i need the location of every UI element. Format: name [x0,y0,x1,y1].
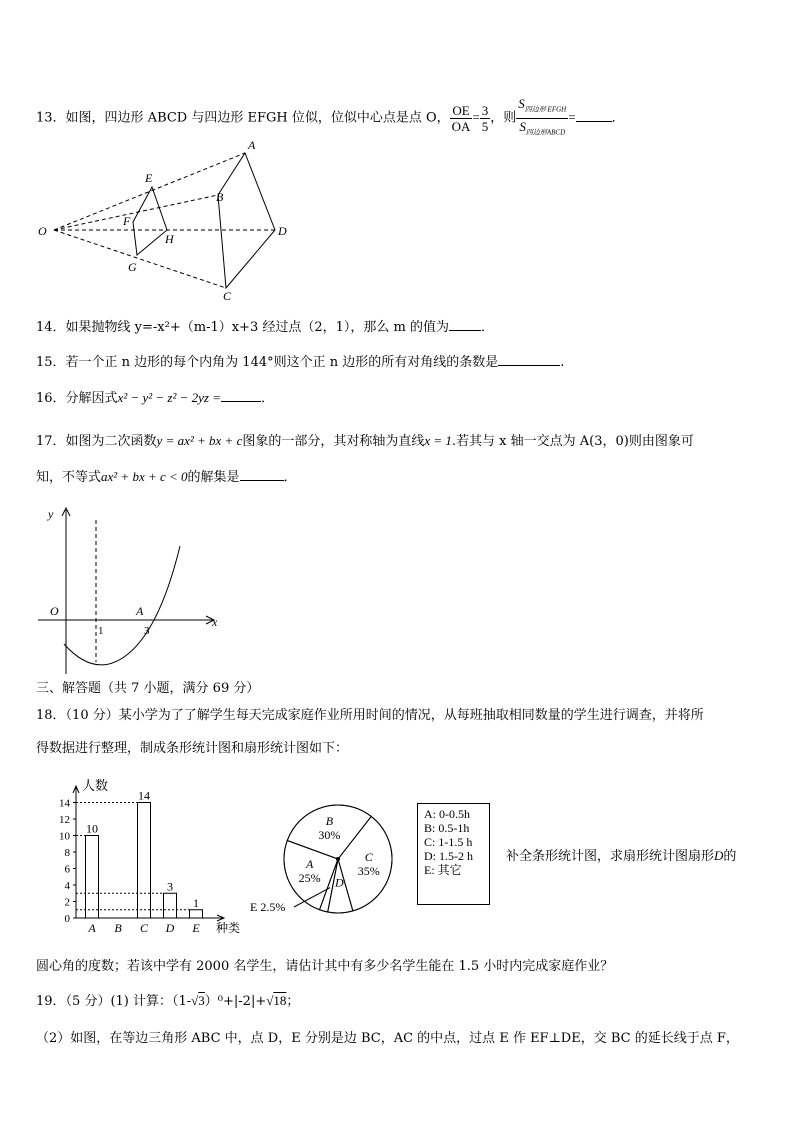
bar-y-tick-label: 10 [59,830,70,843]
bar-value-E: 1 [193,895,199,910]
q13-area-fraction: $\frac{S_{四边形 EFGH}}{S_{四边形ABCD}}$ [518,96,567,137]
pie-letter-A: A [305,857,314,872]
sqrt-3: √3 [191,993,205,1008]
bar-category-C: C [139,921,149,935]
q16-expression: x² − y² − z² − 2yz = [117,390,222,405]
bar-y-tick-label: 6 [64,863,70,876]
pie-percent-C: 35% [357,863,380,878]
label-d: D [278,224,287,238]
q14-line: 14．如果抛物线 y=-x²+（m-1）x+3 经过点（2，1），那么 m 的值为 ． [36,320,495,335]
legend-item: C: 1-1.5 h [424,835,473,849]
q17-line1: 17．如图为二次函数y = ax² + bx + c图象的一部分，其对称轴为直线x = 1.若其与 x 轴一交点为 A(3，0)则由图象可 [36,433,694,449]
q13-answer-blank [576,109,612,122]
ray-ob [54,195,218,230]
q19-line2: （2）如图，在等边三角形 ABC 中，点 D，E 分别是边 BC，AC 的中点，过点 E 作 EF⊥DE，交 BC 的延长线于点 F， [36,1031,739,1046]
sqrt-18: √18 [266,993,287,1008]
q19-line1: 19．（5 分）(1) 计算：（1-√3）⁰+|-2|+√18； [36,993,300,1009]
section3-heading: 三、解答题（共 7 小题，满分 69 分） [36,681,260,696]
q15-line: 15．若一个正 n 边形的每个内角为 144°则这个正 n 边形的所有对角线的条数是 . [36,355,565,370]
bar-y-tick-label: 14 [59,797,70,810]
pie-letter-D: D [335,875,344,890]
q18-line2: 得数据进行整理，制成条形统计图和扇形统计图如下： [36,741,349,756]
bar-value-C: 14 [138,788,150,803]
q16-line: 16．分解因式x² − y² − z² − 2yz = ． [36,390,275,406]
pie-chart [246,800,406,922]
bar-chart [54,776,254,936]
q15-answer-blank [498,353,560,366]
bar-y-tick-label: 2 [64,896,70,909]
quad-abcd [218,153,275,288]
bar-D [164,893,177,918]
tick-3: 3 [144,625,150,637]
q17-answer-blank [240,468,284,481]
q13-line: 13．如图，四边形 ABCD 与四边形 EFGH 位似，位似中心点是点 O， $\frac{OE}{OA}$ = $\frac{3}{5}$ ，则 $\frac{S_{四边形 EFGH}}{S_{四边形ABCD}}$ = ． [36,96,625,132]
pie-letter-B: B [325,813,334,828]
pie-letter-C: C [364,849,373,864]
legend-item: A: 0-0.5h [424,807,470,821]
q18-side-text: 补全条形统计图，求扇形统计图扇形D的 [506,848,737,864]
q18-line3: 圆心角的度数；若该中学有 2000 名学生，请估计其中有多少名学生能在 1.5 小时内完成家庭作业？ [36,959,614,974]
label-f: F [123,214,131,228]
bar-value-D: 3 [167,879,173,894]
legend-item: E: 其它 [424,863,462,877]
q14-answer-blank [449,318,481,331]
bar-C [138,803,151,919]
label-o: O [38,224,47,238]
x-label: x [212,615,218,629]
label-b: B [216,190,224,204]
bar-E [190,910,203,918]
bar-y-tick-label: 4 [64,880,70,892]
legend-item: B: 0.5-1h [424,821,470,835]
pie-percent-A: 25% [298,871,321,886]
label-h: H [165,232,174,246]
bar-A [86,836,99,919]
bar-x-label: 种类 [216,921,241,935]
q13-ratio-fraction: $\frac{OE}{OA}$ [451,102,471,134]
quad-efgh [133,187,167,255]
legend-item: D: 1.5-2 h [424,849,473,863]
bar-category-B: B [114,921,122,935]
bar-y-label: 人数 [82,778,109,793]
label-c: C [223,289,232,303]
bar-value-A: 10 [86,821,98,836]
bar-category-A: A [88,921,96,935]
label-g: G [128,260,137,274]
q13-text: 13．如图，四边形 ABCD 与四边形 EFGH 位似，位似中心点是点 O， [36,110,450,126]
origin-label: O [50,604,59,618]
bar-y-tick-label: 12 [59,814,70,826]
y-label: y [48,507,54,521]
pie-legend [417,803,490,905]
q17-graph [30,502,230,682]
q13-value-fraction: $\frac{3}{5}$ [481,102,489,134]
q17-line2: 知，不等式ax² + bx + c < 0的解集是 ． [36,469,297,485]
q16-answer-blank [221,389,261,402]
label-a: A [248,138,256,152]
tick-1: 1 [98,625,104,637]
ray-oc [54,230,226,288]
bar-y-tick-label: 0 [64,913,70,925]
bar-category-E: E [192,921,200,935]
q13-figure [30,135,300,305]
pie-center [336,857,340,861]
bar-category-D: D [165,921,175,935]
label-e: E [145,171,153,185]
parabola-curve [64,546,180,665]
bar-y-tick-label: 8 [64,847,70,859]
point-a-label: A [136,604,144,618]
pie-percent-B: 30% [318,827,341,842]
q18-line1: 18．（10 分）某小学为了了解学生每天完成家庭作业所用时间的情况，从每班抽取相同数量的学生进行调查，并将所 [36,708,704,723]
pie-label-E: E 2.5% [250,900,286,914]
